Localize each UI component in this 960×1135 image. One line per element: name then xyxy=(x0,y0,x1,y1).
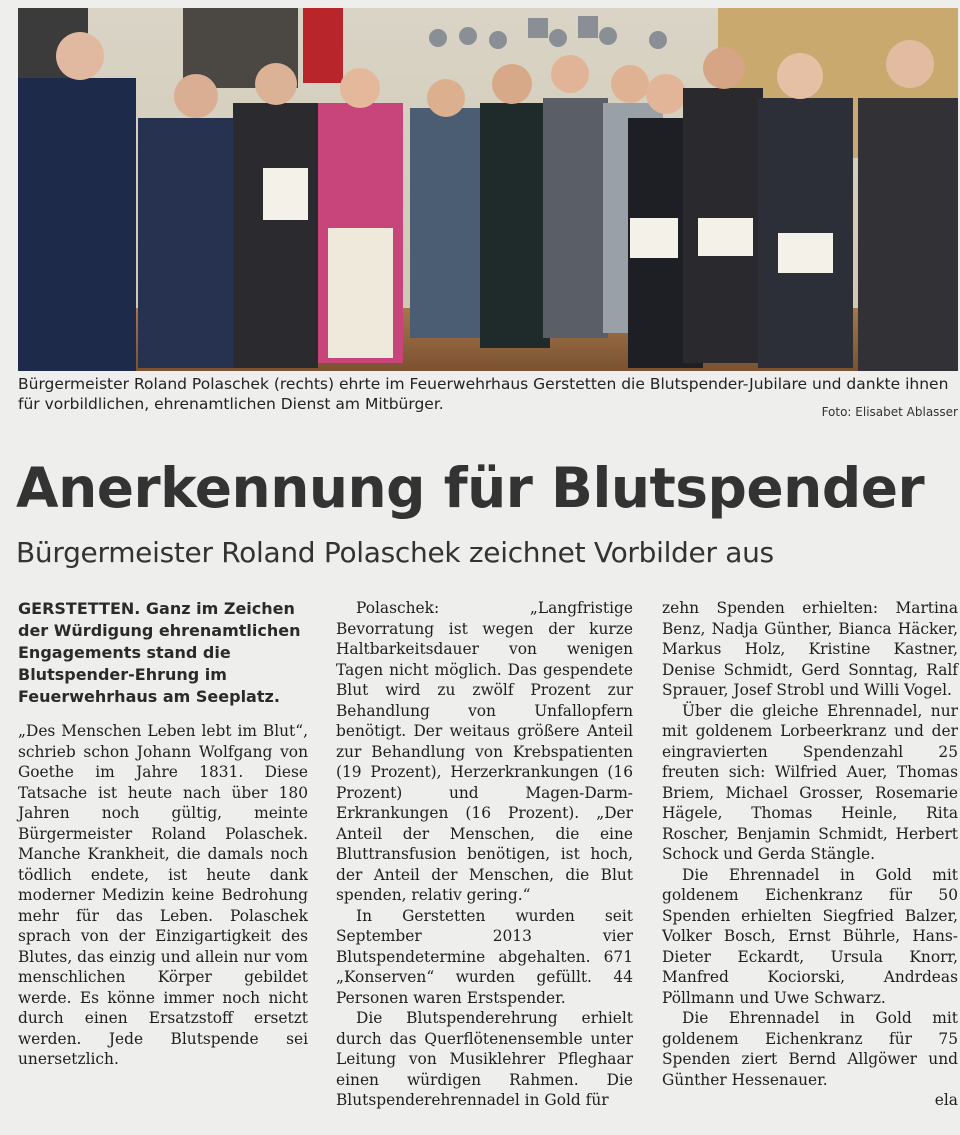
paragraph-4: Die Blutspenderehrung erhielt durch das Querflötenensemble unter Leitung von Musiklehrer Pfleghaar einen würdigen Rahmen. Die Blutspenderehrennadel in Gold für xyxy=(336,1009,633,1109)
author-signature: ela xyxy=(934,1091,958,1109)
paragraph-1: „Des Menschen Leben lebt im Blut“, schrieb schon Johann Wolfgang von Goethe im Jahre 1831. Diese Tatsache ist heute nach über 180 Jahren noch gültig, meinte Bürgermeister Roland Polaschek. Manche Krankheit, die damals noch tödlich endete, ist heute dank moderner Medizin keine Bedrohung mehr für das Leben. Polaschek sprach von der Einzigartigkeit des Blutes, das einzig und allein nur vom menschlichen Körper gebildet werde. Es könne immer noch nicht durch einen Ersatzstoff ersetzt werden. Jede Blutspende sei unersetzlich. xyxy=(18,722,308,1068)
article-column-2 xyxy=(336,598,633,1111)
paragraph-2: Polaschek: „Langfristige Bevorratung ist wegen der kurze Haltbarkeitsdauer von wenigen Tagen nicht möglich. Das gespendete Blut wird zu zwölf Prozent zur Behandlung von Unfallopfern benötigt. Der weitaus größere Anteil zur Behandlung von Krebspatienten (19 Prozent), Herzerkrankungen (16 Prozent) und Magen-Darm-Erkrankungen (16 Prozent). „Der Anteil der Menschen, die eine Bluttransfusion benötigen, ist hoch, der Anteil der Menschen, die Blut spenden, relativ gering.“ xyxy=(336,599,633,904)
headline: Anerkennung für Blutspender xyxy=(16,456,925,520)
paragraph-6: Die Ehrennadel in Gold mit goldenem Eichenkranz für 50 Spenden erhielten Siegfried Balzer, Volker Bosch, Ernst Bührle, Hans-Dieter Eckardt, Ursula Knorr, Manfred Kociorski, Andrdeas Pöllmann und Uwe Schwarz. xyxy=(662,865,958,1007)
author-signature-line xyxy=(662,1090,958,1111)
paragraph-5: Über die gleiche Ehrennadel, nur mit goldenem Lorbeerkranz und der eingravierten Spendenzahl 25 freuten sich: Wilfried Auer, Thomas Briem, Michael Grosser, Rosemarie Hägele, Thomas Heinle, Rita Roscher, Benjamin Schmidt, Herbert Schock und Gerda Stängle. xyxy=(662,701,958,863)
paragraph-4-continued: zehn Spenden erhielten: Martina Benz, Nadja Günther, Bianca Häcker, Markus Holz, Kristine Kastner, Denise Schmidt, Gerd Sonntag, Ralf Sprauer, Josef Strobl und Willi Vogel. xyxy=(662,599,958,699)
photo-credit: Foto: Elisabet Ablasser xyxy=(821,405,958,419)
paragraph-7: Die Ehrennadel in Gold mit goldenem Eichenkranz für 75 Spenden ziert Bernd Allgöwer und Günther Hessenauer. xyxy=(662,1009,958,1089)
photo-caption: Bürgermeister Roland Polaschek (rechts) ehrte im Feuerwehrhaus Gerstetten die Blutspender-Jubilare und dankte ihnen für vorbildlichen, ehrenamtlichen Dienst am Mitbürger. xyxy=(18,375,949,413)
lead-text: Ganz im Zeichen der Würdigung ehrenamtlichen Engagements stand die Blutspender-Ehrung im Feuerwehrhaus am Seeplatz. xyxy=(18,599,301,706)
article-column-3 xyxy=(662,598,958,1111)
group-photo xyxy=(18,8,958,371)
dateline: GERSTETTEN. xyxy=(18,599,141,618)
lead-paragraph xyxy=(18,598,308,708)
photo-illustration xyxy=(18,8,958,371)
paragraph-3: In Gerstetten wurden seit September 2013 vier Blutspendetermine abgehalten. 671 „Konserven“ wurden gefüllt. 44 Personen waren Erstspender. xyxy=(336,906,633,1007)
article-column-1 xyxy=(18,598,308,1070)
subheadline: Bürgermeister Roland Polaschek zeichnet Vorbilder aus xyxy=(16,536,774,569)
